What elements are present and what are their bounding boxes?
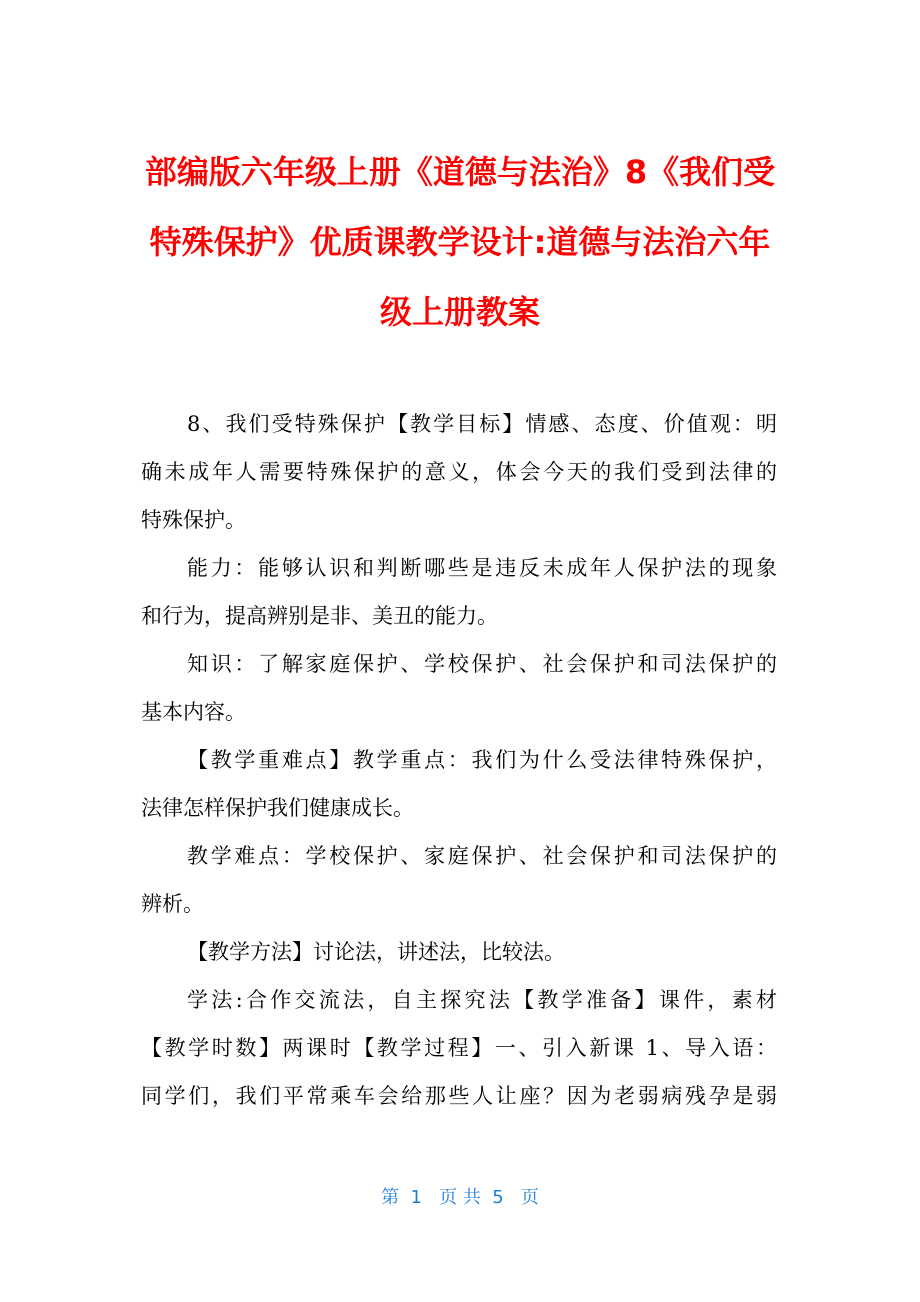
body-line: 知识：了解家庭保护、学校保护、社会保护和司法保护的 — [187, 652, 777, 676]
body-line: 【教学方法】讨论法，讲述法，比较法。 — [187, 940, 565, 964]
body-line: 8、我们受特殊保护【教学目标】情感、态度、价值观：明 — [187, 412, 777, 436]
page-footer: 第 1 页 共 5 页 — [381, 1187, 539, 1208]
body-line: 辨析。 — [141, 892, 204, 916]
title-line: 特殊保护》优质课教学设计:道德与法治六年 — [149, 223, 771, 261]
body-line: 教学难点：学校保护、家庭保护、社会保护和司法保护的 — [187, 844, 777, 868]
body-line: 法律怎样保护我们健康成长。 — [141, 796, 414, 820]
body-line: 基本内容。 — [141, 700, 246, 724]
document-title — [120, 137, 800, 347]
body-line: 确未成年人需要特殊保护的意义，体会今天的我们受到法律的 — [141, 460, 777, 484]
body-line: 和行为，提高辨别是非、美丑的能力。 — [141, 604, 498, 628]
title-line: 级上册教案 — [379, 293, 540, 331]
body-line: 【教学重难点】教学重点：我们为什么受法律特殊保护， — [187, 748, 777, 772]
body-line: 能力：能够认识和判断哪些是违反未成年人保护法的现象 — [187, 556, 777, 580]
title-line: 部编版六年级上册《道德与法治》8《我们受 — [144, 153, 776, 191]
body-line: 同学们，我们平常乘车会给那些人让座？因为老弱病残孕是弱 — [141, 1084, 777, 1108]
body-line: 特殊保护。 — [141, 508, 246, 532]
body-line: 【教学时数】两课时【教学过程】一、引入新课 1、导入语： — [141, 1036, 777, 1060]
body-line: 学法:合作交流法，自主探究法【教学准备】课件，素材 — [187, 988, 777, 1012]
document-body — [141, 400, 777, 1120]
